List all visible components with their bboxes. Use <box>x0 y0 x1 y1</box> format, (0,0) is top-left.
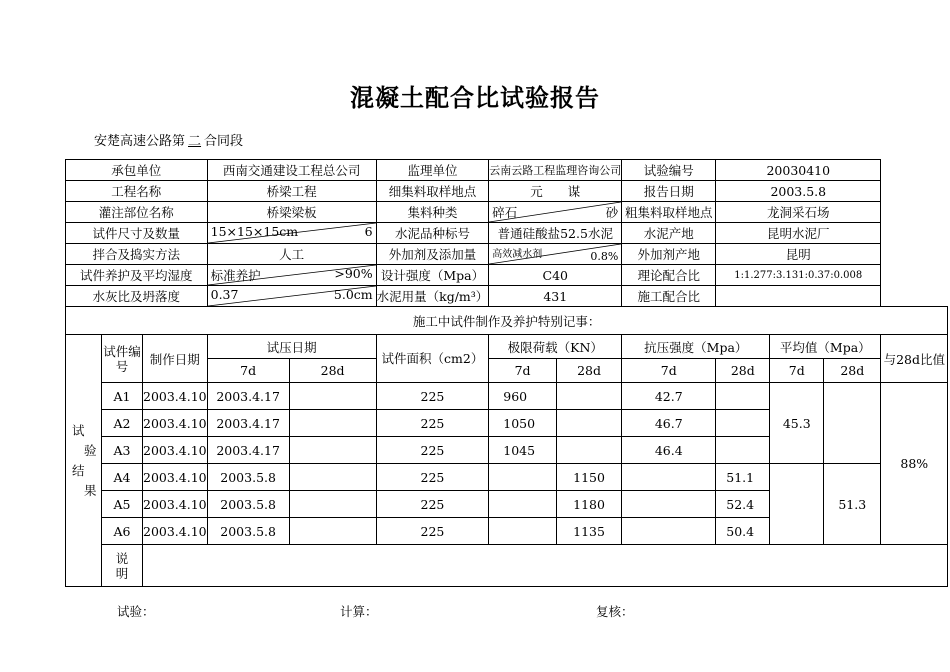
cell-test-28d <box>289 518 376 545</box>
cell-load-28d: 1135 <box>556 518 621 545</box>
section-prefix: 安楚高速公路第 <box>94 134 186 149</box>
remark-label <box>102 545 143 587</box>
supervisor-label: 监理单位 <box>376 160 489 181</box>
remark-char: 说 <box>115 550 129 566</box>
cell-made: 2003.4.10 <box>143 464 208 491</box>
hdr-test-date: 试压日期 <box>207 335 376 359</box>
report-date-value: 2003.5.8 <box>716 181 881 202</box>
cell-strength-28d <box>716 383 770 410</box>
report-title: 混凝土配合比试验报告 <box>350 83 600 112</box>
cell-load-28d <box>556 437 621 464</box>
cure-method: 标准养护 <box>210 268 261 283</box>
cell-test-7d: 2003.5.8 <box>207 518 289 545</box>
cell-load-28d: 1150 <box>556 464 621 491</box>
cell-test-7d: 2003.4.17 <box>207 410 289 437</box>
project-value: 桥梁工程 <box>207 181 376 202</box>
cell-area: 225 <box>376 437 489 464</box>
hdr-load-28d: 28d <box>556 359 621 383</box>
cement-amt-value: 431 <box>489 286 622 307</box>
info-row <box>66 202 948 223</box>
strength-value: C40 <box>489 265 622 286</box>
hdr-load-7d: 7d <box>489 359 557 383</box>
section-number: 二 <box>188 134 202 149</box>
hdr-made-date: 制作日期 <box>143 335 208 383</box>
cell-area: 225 <box>376 464 489 491</box>
specimen-value <box>207 223 376 244</box>
cell-load-28d: 1180 <box>556 491 621 518</box>
pour-label: 灌注部位名称 <box>66 202 208 223</box>
cell-strength-28d <box>716 437 770 464</box>
cement-origin-label: 水泥产地 <box>622 223 716 244</box>
cell-test-28d <box>289 383 376 410</box>
hdr-ratio: 与28d比值 <box>881 335 948 383</box>
hdr-test-28d: 28d <box>289 359 376 383</box>
avg-28d-value: 51.3 <box>824 464 881 545</box>
info-row <box>66 244 948 265</box>
info-row <box>66 160 948 181</box>
hdr-avg: 平均值（Mpa） <box>770 335 881 359</box>
hdr-strength-28d: 28d <box>716 359 770 383</box>
calc-label: 计算： <box>340 604 378 619</box>
table-row <box>66 383 948 410</box>
specimen-qty: 6 <box>364 224 373 239</box>
side-char: 试 <box>72 422 85 438</box>
results-side-label <box>66 335 102 587</box>
contract-section <box>94 130 243 149</box>
section-suffix: 合同段 <box>204 134 244 149</box>
cell-strength-28d <box>716 410 770 437</box>
table-row <box>66 464 948 491</box>
tester-label: 试验： <box>117 604 155 619</box>
admix-amount: 0.8% <box>590 250 619 263</box>
side-char: 结 <box>72 462 85 478</box>
cell-test-28d <box>289 491 376 518</box>
cell-area: 225 <box>376 410 489 437</box>
cell-strength-7d <box>622 491 716 518</box>
avg-7d-value: 45.3 <box>770 383 824 464</box>
specimen-size: 15×15×15cm <box>210 224 299 239</box>
cell-load-7d: 1045 <box>489 437 557 464</box>
cell-test-7d: 2003.5.8 <box>207 464 289 491</box>
remark-char: 明 <box>115 565 129 581</box>
cell-load-7d <box>489 518 557 545</box>
side-char: 果 <box>84 482 97 498</box>
wc-ratio: 0.37 <box>210 287 239 302</box>
cell-strength-28d: 52.4 <box>716 491 770 518</box>
cell-no: A3 <box>102 437 143 464</box>
results-header-row <box>66 335 948 359</box>
cell-strength-28d: 51.1 <box>716 464 770 491</box>
cell-no: A4 <box>102 464 143 491</box>
humidity: >90% <box>334 266 373 281</box>
cell-test-28d <box>289 437 376 464</box>
cell-strength-7d <box>622 518 716 545</box>
admix-value <box>489 244 622 265</box>
slump: 5.0cm <box>333 287 373 302</box>
cell-made: 2003.4.10 <box>143 518 208 545</box>
site-mix-value <box>716 286 881 307</box>
admix-label: 外加剂及添加量 <box>376 244 489 265</box>
cell-strength-7d: 42.7 <box>622 383 716 410</box>
agg-fine: 砂 <box>605 205 619 220</box>
agg-type-label: 集料种类 <box>376 202 489 223</box>
hdr-specimen-no: 试件编号 <box>102 335 143 383</box>
mix-value: 人工 <box>207 244 376 265</box>
side-char: 验 <box>84 442 97 458</box>
hdr-avg-7d: 7d <box>770 359 824 383</box>
info-row <box>66 181 948 202</box>
cell-load-7d: 960 <box>489 383 557 410</box>
cell-no: A5 <box>102 491 143 518</box>
info-row <box>66 286 948 307</box>
remark-row <box>66 545 948 587</box>
contractor-value: 西南交通建设工程总公司 <box>207 160 376 181</box>
cell-made: 2003.4.10 <box>143 410 208 437</box>
cell-load-28d <box>556 383 621 410</box>
wc-label: 水灰比及坍落度 <box>66 286 208 307</box>
cure-label: 试件养护及平均湿度 <box>66 265 208 286</box>
review-label: 复核： <box>596 604 634 619</box>
notes-row <box>66 307 948 335</box>
report-date-label: 报告日期 <box>622 181 716 202</box>
remark-content <box>143 545 948 587</box>
cell-strength-7d: 46.7 <box>622 410 716 437</box>
theory-label: 理论配合比 <box>622 265 716 286</box>
cell-area: 225 <box>376 383 489 410</box>
hdr-avg-28d: 28d <box>824 359 881 383</box>
pour-value: 桥梁梁板 <box>207 202 376 223</box>
admix-type: 高效减水剂 <box>492 249 543 260</box>
cell-made: 2003.4.10 <box>143 383 208 410</box>
cement-grade-label: 水泥品种标号 <box>376 223 489 244</box>
cell-strength-7d: 46.4 <box>622 437 716 464</box>
mix-label: 拌合及捣实方法 <box>66 244 208 265</box>
cell-test-7d: 2003.5.8 <box>207 491 289 518</box>
cell-load-28d <box>556 410 621 437</box>
notes-label: 施工中试件制作及养护特别记事： <box>66 307 948 335</box>
cell-no: A1 <box>102 383 143 410</box>
coarse-src-value: 龙洞采石场 <box>716 202 881 223</box>
fine-src-label: 细集料取样地点 <box>376 181 489 202</box>
cell-no: A6 <box>102 518 143 545</box>
cell-load-7d <box>489 464 557 491</box>
fine-src-value: 元 谋 <box>489 181 622 202</box>
admix-origin-label: 外加剂产地 <box>622 244 716 265</box>
hdr-strength: 抗压强度（Mpa） <box>622 335 770 359</box>
cell-area: 225 <box>376 518 489 545</box>
site-mix-label: 施工配合比 <box>622 286 716 307</box>
info-row <box>66 223 948 244</box>
cement-origin-value: 昆明水泥厂 <box>716 223 881 244</box>
cure-value <box>207 265 376 286</box>
cell-strength-7d <box>622 464 716 491</box>
project-label: 工程名称 <box>66 181 208 202</box>
cell-test-7d: 2003.4.17 <box>207 437 289 464</box>
agg-type-value <box>489 202 622 223</box>
cell-no: A2 <box>102 410 143 437</box>
avg-7d-empty <box>770 464 824 545</box>
cell-load-7d <box>489 491 557 518</box>
cell-test-28d <box>289 410 376 437</box>
hdr-strength-7d: 7d <box>622 359 716 383</box>
avg-28d-empty <box>824 383 881 464</box>
cell-made: 2003.4.10 <box>143 437 208 464</box>
hdr-test-7d: 7d <box>207 359 289 383</box>
test-no-label: 试验编号 <box>622 160 716 181</box>
wc-value <box>207 286 376 307</box>
cell-strength-28d: 50.4 <box>716 518 770 545</box>
cell-load-7d: 1050 <box>489 410 557 437</box>
cell-test-28d <box>289 464 376 491</box>
cell-test-7d: 2003.4.17 <box>207 383 289 410</box>
report-table <box>65 159 948 587</box>
cement-amt-label: 水泥用量（kg/m³） <box>376 286 489 307</box>
agg-coarse: 碎石 <box>492 205 518 220</box>
ratio-value: 88% <box>881 383 948 545</box>
coarse-src-label: 粗集料取样地点 <box>622 202 716 223</box>
info-row <box>66 265 948 286</box>
hdr-area: 试件面积（cm2） <box>376 335 489 383</box>
specimen-label: 试件尺寸及数量 <box>66 223 208 244</box>
cell-area: 225 <box>376 491 489 518</box>
test-no-value: 20030410 <box>716 160 881 181</box>
contractor-label: 承包单位 <box>66 160 208 181</box>
admix-origin-value: 昆明 <box>716 244 881 265</box>
cement-grade-value: 普通硅酸盐52.5水泥 <box>489 223 622 244</box>
strength-label: 设计强度（Mpa） <box>376 265 489 286</box>
theory-value: 1:1.277:3.131:0.37:0.008 <box>716 265 881 286</box>
cell-made: 2003.4.10 <box>143 491 208 518</box>
supervisor-value: 云南云路工程监理咨询公司 <box>489 160 622 181</box>
hdr-load: 极限荷载（KN） <box>489 335 622 359</box>
